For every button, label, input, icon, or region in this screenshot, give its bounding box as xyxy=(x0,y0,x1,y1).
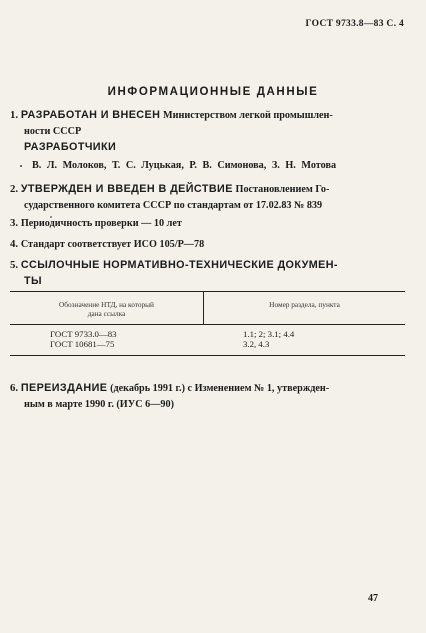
table-row xyxy=(50,329,117,350)
table-cell-doc: ГОСТ 10681—75 xyxy=(50,339,115,350)
page-number: 47 xyxy=(368,593,378,604)
item-4-text: Стандарт соответствует ИСО 105/Р—78 xyxy=(20,239,205,250)
item-2-text-line2: сударственного комитета СССР по стандартам от 17.02.83 № 839 xyxy=(24,199,323,211)
item-6-text-line1: (декабрь 1991 г.) с Изменением № 1, утвержден- xyxy=(110,383,330,394)
item-2 xyxy=(10,182,412,213)
item-5-number: 5. xyxy=(10,259,19,271)
item-1 xyxy=(10,108,412,139)
table-cell-doc: ГОСТ 9733.0—83 xyxy=(50,329,117,339)
table-row xyxy=(243,329,294,350)
table-cell-sections: 3.2, 4.3 xyxy=(243,339,270,350)
item-2-heading: УТВЕРЖДЕН И ВВЕДЕН В ДЕЙСТВИЕ xyxy=(20,183,233,195)
table-header-divider xyxy=(10,324,405,325)
item-6-heading: ПЕРЕИЗДАНИЕ xyxy=(20,382,108,394)
table-col1-header-line1: Обозначение НТД, на который xyxy=(59,300,154,309)
developers-heading: РАЗРАБОТЧИКИ xyxy=(24,141,117,153)
item-3 xyxy=(10,216,412,232)
item-4-number: 4. xyxy=(10,238,19,250)
table-cell-sections: 1.1; 2; 3.1; 4.4 xyxy=(243,329,295,339)
item-5 xyxy=(10,258,412,289)
item-2-text-line1: Постановлением Го- xyxy=(235,184,330,195)
item-6-number: 6. xyxy=(10,382,19,394)
item-6-text-line2: ным в марте 1990 г. (ИУС 6—90) xyxy=(24,398,174,410)
item-3-number: 3. xyxy=(10,217,19,229)
reference-table xyxy=(10,291,405,356)
item-5-heading-line2: ТЫ xyxy=(24,274,42,287)
document-code: ГОСТ 9733.8—83 С. 4 xyxy=(305,19,404,29)
item-2-number: 2. xyxy=(10,183,19,195)
table-col2-header: Номер раздела, пункта xyxy=(269,300,340,309)
item-3-text: Периодичность проверки — 10 лет xyxy=(20,218,182,229)
developers-list: В. Л. Молоков, Т. С. Луцькая, Р. В. Симонова, З. Н. Мотова xyxy=(32,160,337,171)
section-title: ИНФОРМАЦИОННЫЕ ДАННЫЕ xyxy=(107,86,319,98)
item-1-number: 1. xyxy=(10,109,19,121)
table-col1-header-line2: дана ссылка xyxy=(87,309,126,318)
item-6 xyxy=(10,381,412,412)
table-col1-header xyxy=(10,300,203,318)
item-1-heading: РАЗРАБОТАН И ВНЕСЕН xyxy=(20,109,161,121)
item-5-heading-line1: ССЫЛОЧНЫЕ НОРМАТИВНО-ТЕХНИЧЕСКИЕ ДОКУМЕН- xyxy=(20,259,338,271)
item-1-text-line2: ности СССР xyxy=(24,125,82,137)
item-1-text-line1: Министерством легкой промышлен- xyxy=(163,110,333,121)
scan-dot xyxy=(20,165,22,167)
item-4 xyxy=(10,237,412,253)
